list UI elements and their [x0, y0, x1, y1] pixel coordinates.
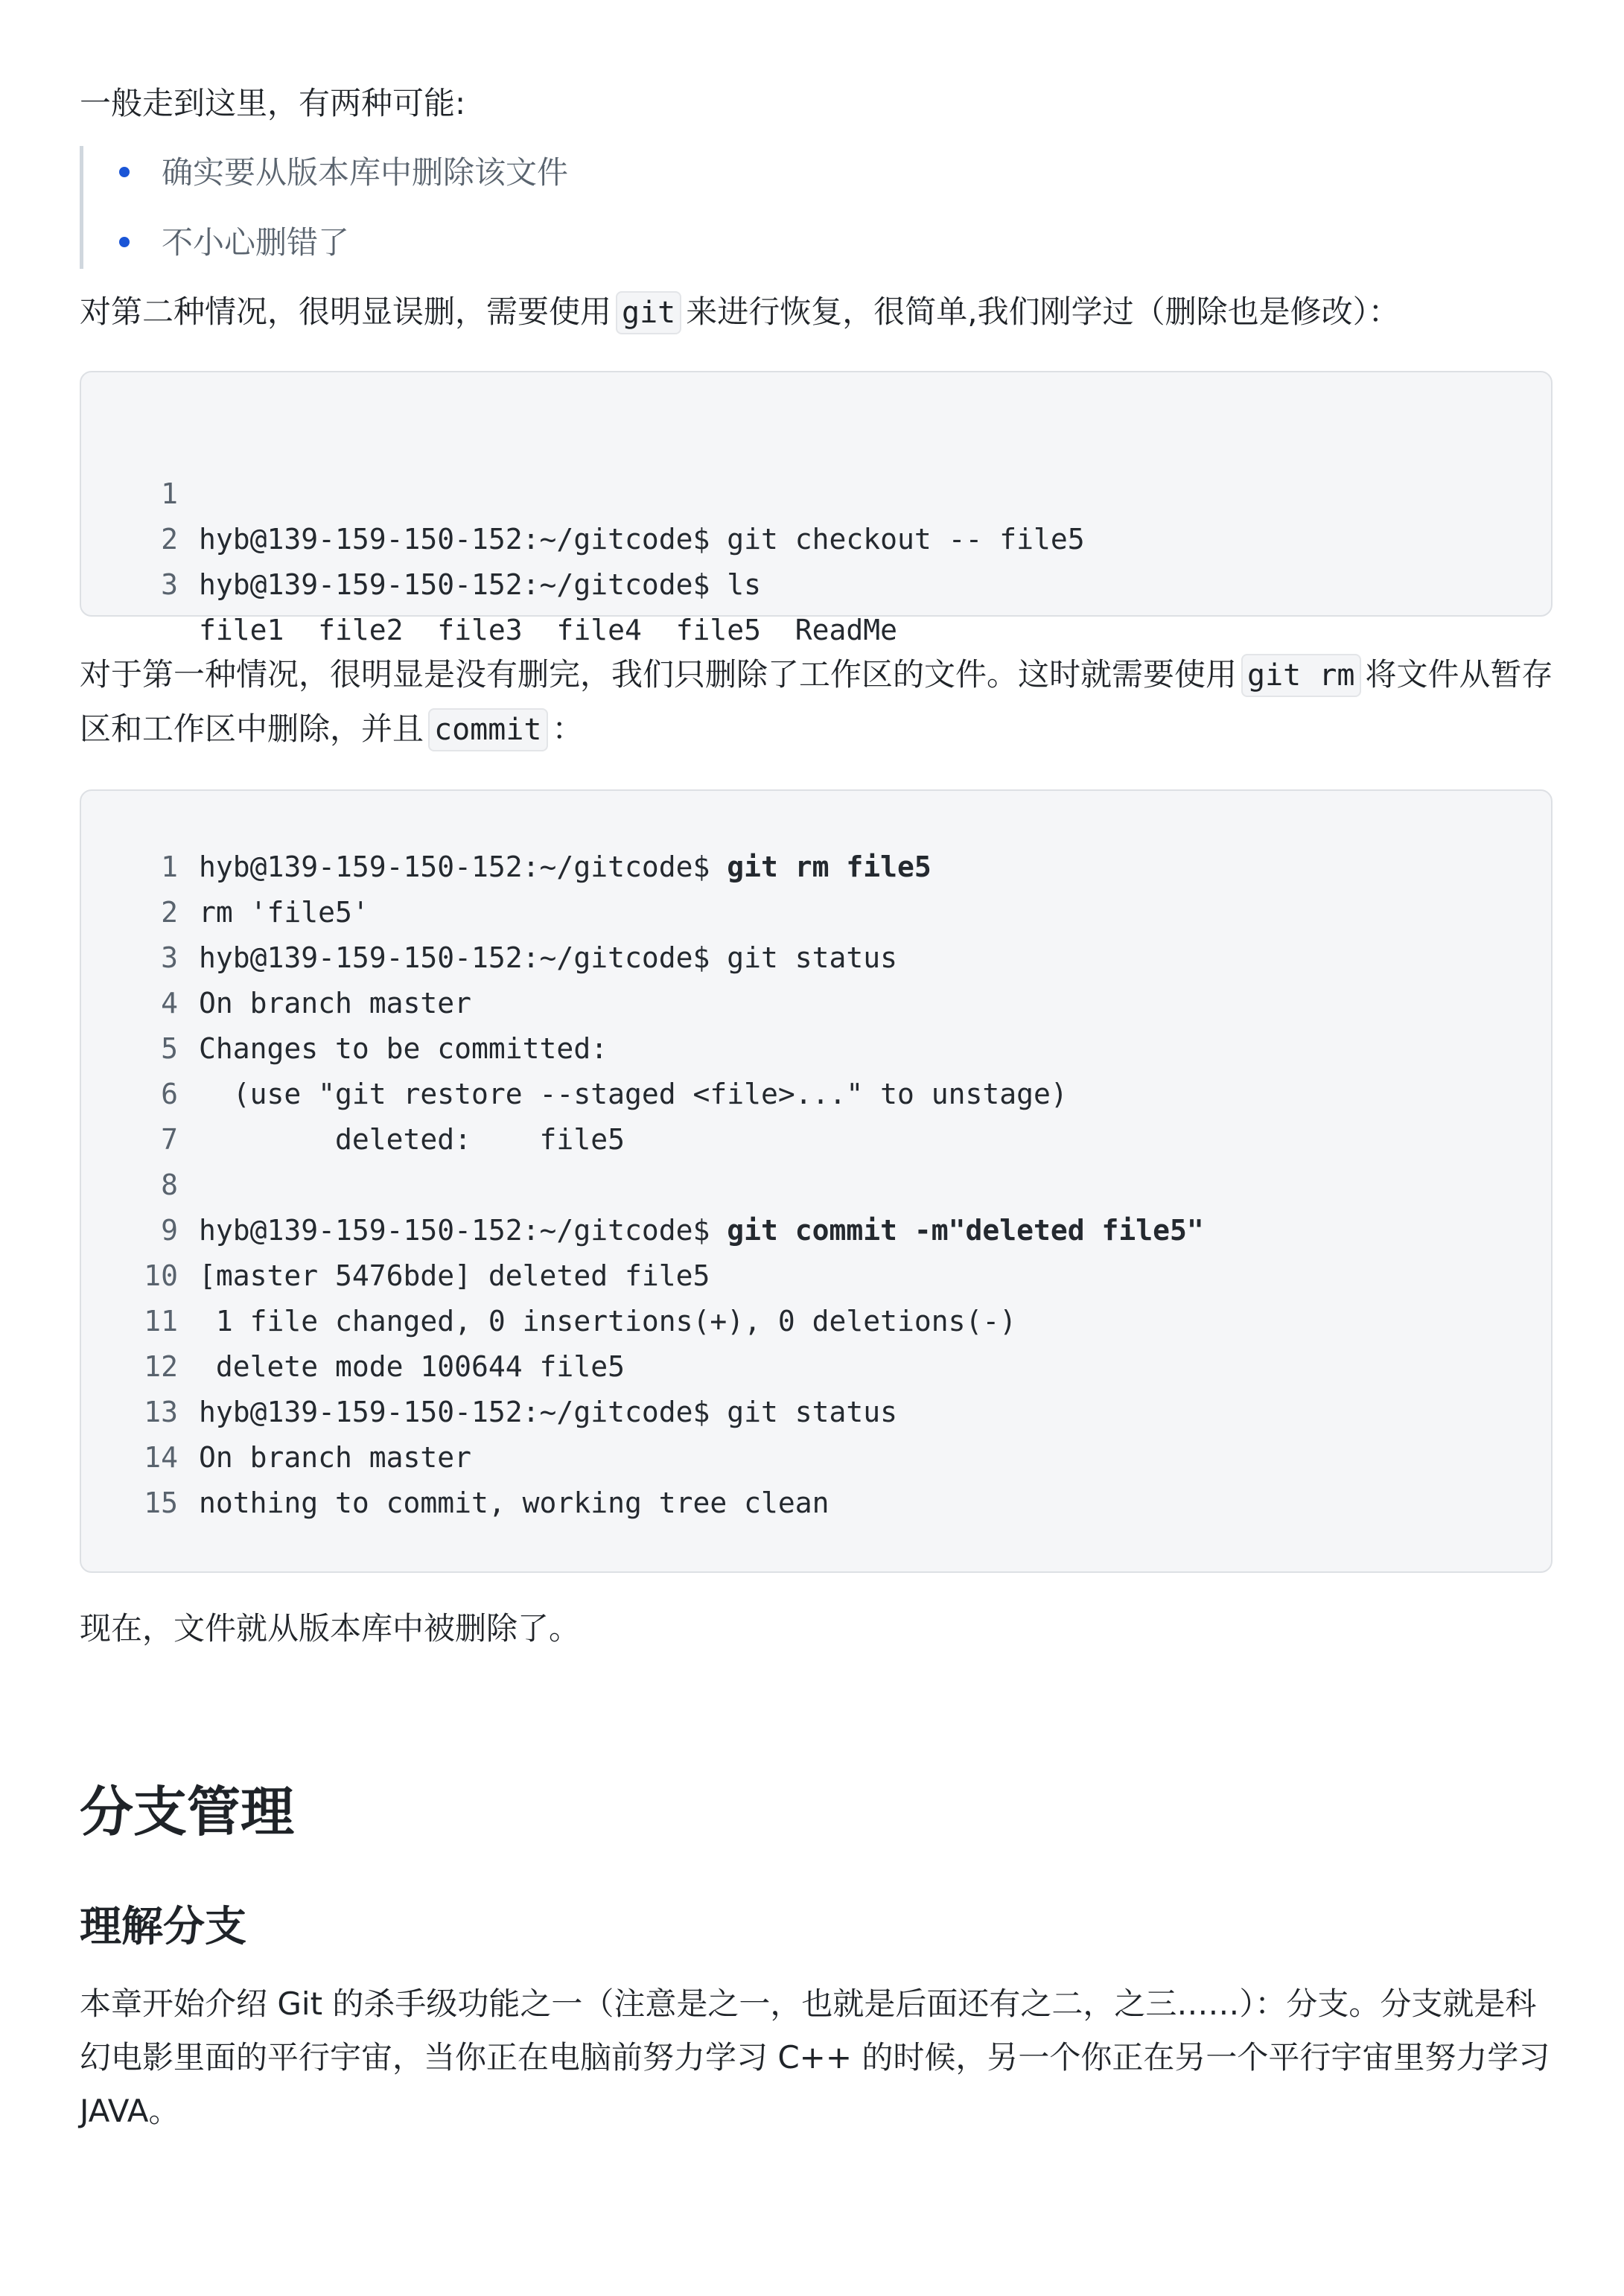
- code-text-plain: hyb@139-159-150-152:~/gitcode$: [199, 1214, 727, 1247]
- code-text: [199, 1208, 1204, 1253]
- code-text: [199, 1344, 625, 1390]
- line-number: 10: [144, 1259, 178, 1292]
- possibilities-quote: [80, 146, 977, 269]
- line-number: 6: [161, 1078, 178, 1110]
- code-text-plain: hyb@139-159-150-152:~/gitcode$: [199, 850, 727, 883]
- line-number: 14: [144, 1441, 178, 1474]
- line-number: 1: [161, 477, 178, 510]
- line-number: 2: [161, 523, 178, 556]
- code-text-plain: [master 5476bde] deleted file5: [199, 1259, 710, 1292]
- code-text: file1 file2 file3 file4 file5 ReadMe: [199, 614, 897, 646]
- code-text-plain: nothing to commit, working tree clean: [199, 1486, 829, 1519]
- restore-text-after: 来进行恢复，很简单,我们刚学过（删除也是修改）：: [686, 293, 1400, 330]
- line-number: 3: [161, 568, 178, 601]
- code-text-plain: Changes to be committed:: [199, 1032, 608, 1065]
- line-number: 12: [144, 1350, 178, 1383]
- code-text: [199, 1072, 1068, 1117]
- code-text-plain: 1 file changed, 0 insertions(+), 0 deletions(-): [199, 1305, 1017, 1338]
- rm-paragraph: [80, 648, 1558, 757]
- code-block-rm: [80, 789, 1553, 1573]
- code-text: [199, 1390, 897, 1435]
- line-number: 5: [161, 1032, 178, 1065]
- rm-text-3: ：: [552, 710, 584, 747]
- code-text: [199, 935, 897, 981]
- code-text-plain: On branch master: [199, 987, 472, 1020]
- line-number: 15: [144, 1486, 178, 1519]
- code-text-bold: git rm file5: [727, 850, 932, 883]
- restore-text-before: 对第二种情况，很明显误删，需要使用: [80, 293, 612, 330]
- code-text: [199, 1481, 829, 1526]
- code-text-plain: On branch master: [199, 1441, 472, 1474]
- inline-code-git-rm: git rm: [1241, 654, 1361, 697]
- list-item-text: 不小心删错了: [162, 224, 350, 261]
- rm-text-1: 对于第一种情况，很明显是没有删完，我们只删除了工作区的文件。这时就需要使用: [80, 656, 1238, 693]
- inline-code-commit: commit: [428, 708, 548, 751]
- code-text-plain: (use "git restore --staged <file>..." to unstage): [199, 1078, 1068, 1110]
- code-text: [199, 845, 932, 890]
- code-text: [199, 1026, 608, 1072]
- line-number: 7: [161, 1123, 178, 1156]
- code-text-plain: deleted: file5: [199, 1123, 625, 1156]
- line-number: 11: [144, 1305, 178, 1338]
- code-text: hyb@139-159-150-152:~/gitcode$ git checkout -- file5: [199, 523, 1085, 556]
- line-number: 4: [161, 987, 178, 1020]
- rm-text-2: 将文件从暂存区和工作区中删除，并且: [80, 656, 1553, 747]
- code-text-bold: git commit -m"deleted file5": [727, 1214, 1204, 1247]
- bullet-dot-icon: [119, 237, 130, 247]
- inline-code-git: git: [616, 291, 681, 334]
- section-title: 分支管理: [80, 1781, 295, 1843]
- code-text: [199, 1117, 625, 1163]
- result-text: 现在，文件就从版本库中被删除了。: [80, 1610, 581, 1647]
- line-number: 1: [161, 850, 178, 883]
- code-text: [199, 890, 369, 935]
- branch-paragraph: 本章开始介绍 Git 的杀手级功能之一（注意是之一，也就是后面还有之二，之三……）：分支。分支就是科幻电影里面的平行宇宙，当你正在电脑前努力学习 C++ 的时候，另一个你正在另一个平行宇宙里努力学习 JAVA。: [80, 1985, 1550, 2129]
- code-text: hyb@139-159-150-152:~/gitcode$ ls: [199, 568, 761, 601]
- bullet-dot-icon: [119, 167, 130, 177]
- code-text-plain: rm 'file5': [199, 896, 369, 929]
- intro-text: 一般走到这里，有两种可能:: [80, 85, 466, 121]
- line-number: 13: [144, 1396, 178, 1428]
- subsection-title: 理解分支: [80, 1903, 246, 1951]
- code-text: [199, 981, 471, 1026]
- line-number: 8: [161, 1168, 178, 1201]
- list-item-text: 确实要从版本库中删除该文件: [162, 154, 569, 191]
- code-text-plain: hyb@139-159-150-152:~/gitcode$ git status: [199, 1396, 897, 1428]
- line-number: 9: [161, 1214, 178, 1247]
- code-text: [199, 1253, 710, 1299]
- line-number: 2: [161, 896, 178, 929]
- code-text-plain: hyb@139-159-150-152:~/gitcode$ git status: [199, 941, 897, 974]
- code-block-restore: [80, 371, 1553, 646]
- code-text: [199, 1299, 1016, 1344]
- line-number: 3: [161, 941, 178, 974]
- code-text-plain: delete mode 100644 file5: [199, 1350, 625, 1383]
- code-line: [81, 426, 1085, 556]
- code-text: [199, 1435, 471, 1481]
- restore-paragraph: [80, 285, 1558, 340]
